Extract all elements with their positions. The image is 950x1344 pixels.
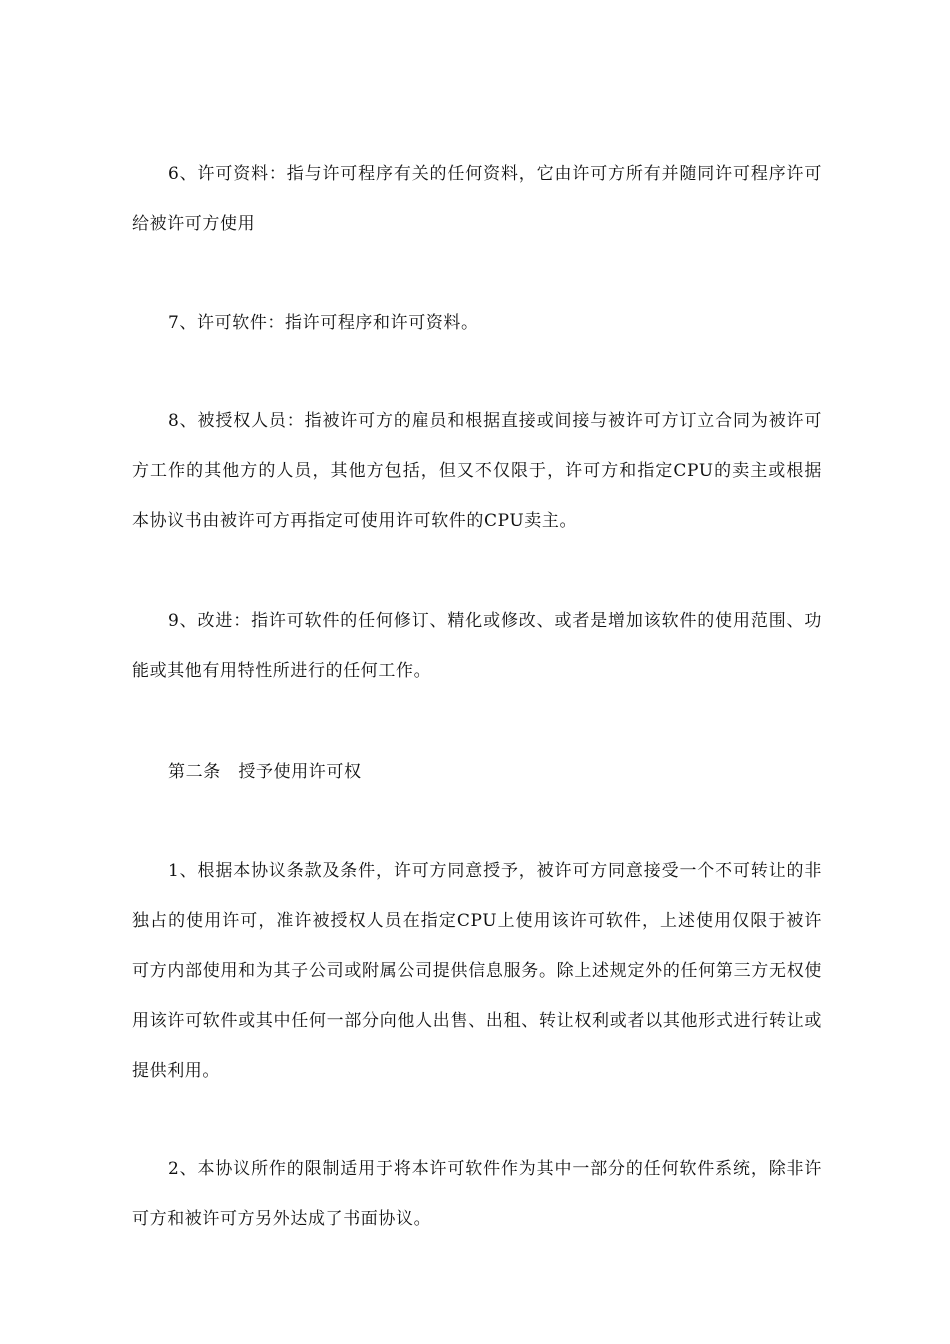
article-2-clause-2: 2、本协议所作的限制适用于将本许可软件作为其中一部分的任何软件系统，除非许可方和被许可方另外达成了书面协议。 [132, 1159, 822, 1229]
article-2-heading: 第二条 授予使用许可权 [168, 762, 362, 782]
clause-9-improvements: 9、改进：指许可软件的任何修订、精化或修改、或者是增加该软件的使用范围、功能或其他有用特性所进行的任何工作。 [132, 611, 822, 681]
clause-7-licensed-software: 7、许可软件：指许可程序和许可资料。 [168, 313, 479, 333]
clause-6-licensed-materials: 6、许可资料：指与许可程序有关的任何资料，它由许可方所有并随同许可程序许可给被许可方使用 [132, 164, 822, 234]
clause-8-authorized-personnel: 8、被授权人员：指被许可方的雇员和根据直接或间接与被许可方订立合同为被许可方工作的其他方的人员，其他方包括，但又不仅限于，许可方和指定CPU的卖主或根据本协议书由被许可方再指定可使用许可软件的CPU卖主。 [132, 411, 822, 531]
article-2-clause-1: 1、根据本协议条款及条件，许可方同意授予，被许可方同意接受一个不可转让的非独占的使用许可，准许被授权人员在指定CPU上使用该许可软件，上述使用仅限于被许可方内部使用和为其子公司或附属公司提供信息服务。除上述规定外的任何第三方无权使用该许可软件或其中任何一部分向他人出售、出租、转让权利或者以其他形式进行转让或提供利用。 [132, 861, 822, 1081]
